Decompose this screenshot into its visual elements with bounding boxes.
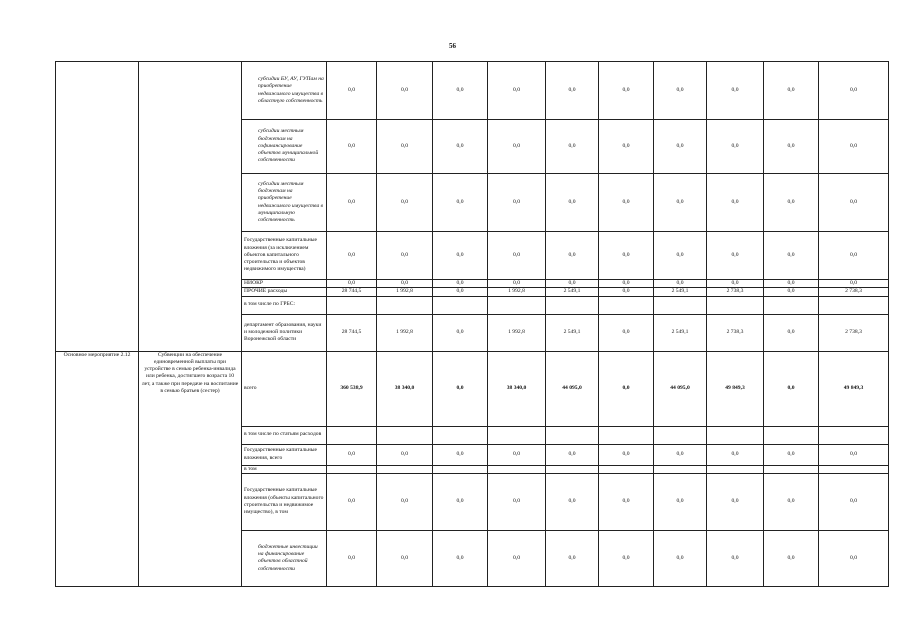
value-cell: 49 849,3 [707, 351, 764, 426]
value-cell: 0,0 [819, 444, 889, 465]
value-cell [654, 465, 707, 473]
value-cell: 0,0 [707, 473, 764, 530]
value-cell: 0,0 [488, 530, 546, 586]
value-cell: 2 549,1 [546, 288, 599, 296]
value-cell: 2 549,1 [654, 288, 707, 296]
value-cell: 0,0 [433, 120, 488, 174]
value-cell: 0,0 [433, 351, 488, 426]
value-cell: 0,0 [433, 232, 488, 280]
value-cell [654, 426, 707, 444]
value-cell: 0,0 [377, 280, 433, 288]
value-cell: 0,0 [599, 530, 654, 586]
value-cell: 0,0 [599, 351, 654, 426]
value-cell: 2 738,3 [707, 288, 764, 296]
value-cell: 0,0 [327, 174, 377, 232]
value-cell [488, 296, 546, 314]
value-cell: 0,0 [488, 174, 546, 232]
value-cell [707, 296, 764, 314]
value-cell: 0,0 [654, 473, 707, 530]
value-cell: 0,0 [707, 280, 764, 288]
value-cell: 0,0 [654, 280, 707, 288]
expense-label: Государственные капитальные вложения (за исключением объектов капитального строительства и объектов недвижимого имущества) [242, 232, 327, 280]
value-cell: 0,0 [764, 351, 819, 426]
value-cell [546, 465, 599, 473]
value-cell: 0,0 [546, 473, 599, 530]
value-cell: 0,0 [488, 120, 546, 174]
value-cell: 0,0 [707, 232, 764, 280]
value-cell: 0,0 [327, 444, 377, 465]
value-cell: 0,0 [377, 174, 433, 232]
value-cell [377, 296, 433, 314]
value-cell: 0,0 [546, 174, 599, 232]
value-cell: 0,0 [433, 174, 488, 232]
value-cell: 0,0 [599, 473, 654, 530]
value-cell: 38 340,0 [377, 351, 433, 426]
expense-label: субсидии местным бюджетам на приобретение недвижимого имущества в муниципальную собственность [242, 174, 327, 232]
value-cell: 0,0 [764, 232, 819, 280]
value-cell: 0,0 [488, 62, 546, 120]
value-cell: 0,0 [707, 120, 764, 174]
value-cell [599, 296, 654, 314]
value-cell: 0,0 [654, 530, 707, 586]
value-cell: 0,0 [819, 120, 889, 174]
value-cell: 0,0 [599, 280, 654, 288]
value-cell: 0,0 [433, 280, 488, 288]
value-cell: 2 549,1 [546, 314, 599, 351]
value-cell: 0,0 [599, 174, 654, 232]
value-cell: 0,0 [654, 120, 707, 174]
expense-label: НИОКР [242, 280, 327, 288]
table-row [56, 62, 889, 120]
value-cell [377, 426, 433, 444]
value-cell [764, 465, 819, 473]
value-cell: 0,0 [377, 530, 433, 586]
value-cell: 0,0 [433, 444, 488, 465]
value-cell [433, 426, 488, 444]
value-cell: 0,0 [764, 530, 819, 586]
value-cell: 44 095,0 [654, 351, 707, 426]
activity-name-cell [139, 62, 242, 352]
value-cell: 0,0 [377, 444, 433, 465]
value-cell [488, 465, 546, 473]
value-cell: 0,0 [707, 62, 764, 120]
value-cell: 38 340,0 [488, 351, 546, 426]
value-cell [327, 426, 377, 444]
value-cell [599, 465, 654, 473]
value-cell [707, 465, 764, 473]
value-cell: 0,0 [819, 473, 889, 530]
value-cell: 0,0 [327, 232, 377, 280]
value-cell: 0,0 [546, 120, 599, 174]
value-cell: 0,0 [764, 444, 819, 465]
value-cell: 0,0 [546, 280, 599, 288]
value-cell: 0,0 [764, 174, 819, 232]
value-cell: 0,0 [654, 174, 707, 232]
value-cell: 2 738,3 [819, 314, 889, 351]
value-cell: 44 095,0 [546, 351, 599, 426]
page-number: 56 [449, 42, 456, 50]
expense-label: субсидии БУ, АУ, ГУПам на приобретение недвижимого имущества в областную собственность [242, 62, 327, 120]
value-cell: 0,0 [327, 62, 377, 120]
value-cell [819, 296, 889, 314]
value-cell [707, 426, 764, 444]
value-cell: 0,0 [433, 530, 488, 586]
value-cell: 1 992,8 [377, 314, 433, 351]
value-cell [764, 426, 819, 444]
activity-code-cell: Основное мероприятие 2.12 [56, 351, 139, 586]
activity-code-cell [56, 62, 139, 352]
value-cell: 0,0 [654, 232, 707, 280]
table-row [56, 351, 889, 426]
value-cell: 1 992,8 [488, 288, 546, 296]
value-cell: 0,0 [546, 444, 599, 465]
value-cell [433, 465, 488, 473]
value-cell [819, 465, 889, 473]
value-cell: 2 738,3 [707, 314, 764, 351]
expense-label: ПРОЧИЕ расходы [242, 288, 327, 296]
value-cell: 0,0 [764, 120, 819, 174]
value-cell [433, 296, 488, 314]
value-cell: 1 992,8 [377, 288, 433, 296]
value-cell: 0,0 [819, 530, 889, 586]
value-cell: 0,0 [599, 62, 654, 120]
value-cell: 0,0 [327, 473, 377, 530]
value-cell: 0,0 [599, 288, 654, 296]
activity-name-cell: Субвенции на обеспечение единовременной выплаты при устройстве в семью ребенка-инвалида или ребенка, достигшего возраста 10 лет, а также при передаче на воспитание в семью братьев (сестер) [139, 351, 242, 586]
value-cell: 0,0 [764, 473, 819, 530]
value-cell: 0,0 [707, 530, 764, 586]
expense-label: Государственные капитальные вложения, всего [242, 444, 327, 465]
value-cell: 360 538,9 [327, 351, 377, 426]
value-cell [654, 296, 707, 314]
value-cell: 0,0 [488, 232, 546, 280]
value-cell: 0,0 [377, 473, 433, 530]
value-cell [546, 296, 599, 314]
value-cell: 49 849,3 [819, 351, 889, 426]
value-cell: 0,0 [764, 280, 819, 288]
value-cell: 0,0 [377, 62, 433, 120]
value-cell: 0,0 [327, 280, 377, 288]
value-cell: 0,0 [599, 232, 654, 280]
value-cell [327, 296, 377, 314]
value-cell: 0,0 [764, 62, 819, 120]
value-cell: 0,0 [599, 314, 654, 351]
value-cell: 0,0 [327, 530, 377, 586]
value-cell [546, 426, 599, 444]
expense-label: в том числе по ГРБС: [242, 296, 327, 314]
value-cell [377, 465, 433, 473]
value-cell: 0,0 [546, 62, 599, 120]
value-cell: 0,0 [433, 314, 488, 351]
value-cell: 0,0 [546, 232, 599, 280]
budget-table [55, 61, 889, 587]
expense-label: в том [242, 465, 327, 473]
value-cell [764, 296, 819, 314]
value-cell [819, 426, 889, 444]
value-cell: 0,0 [599, 120, 654, 174]
value-cell: 0,0 [707, 444, 764, 465]
expense-label: всего [242, 351, 327, 426]
expense-label: Государственные капитальные вложения (объекты капитального строительства и недвижимое имущество), в том [242, 473, 327, 530]
expense-label: в том числе по статьям расходов [242, 426, 327, 444]
value-cell: 0,0 [819, 62, 889, 120]
expense-label: субсидии местным бюджетам на софинансирование объектов муниципальной собственности [242, 120, 327, 174]
value-cell: 0,0 [488, 280, 546, 288]
value-cell: 28 744,5 [327, 314, 377, 351]
value-cell: 0,0 [599, 444, 654, 465]
value-cell: 0,0 [819, 232, 889, 280]
value-cell: 0,0 [377, 120, 433, 174]
expense-label: бюджетные инвестиции на финансирование объектов областной собственности [242, 530, 327, 586]
value-cell: 28 744,5 [327, 288, 377, 296]
value-cell [599, 426, 654, 444]
value-cell: 0,0 [433, 62, 488, 120]
value-cell: 0,0 [819, 174, 889, 232]
value-cell: 0,0 [433, 473, 488, 530]
value-cell: 0,0 [707, 174, 764, 232]
value-cell: 0,0 [764, 314, 819, 351]
value-cell: 0,0 [819, 280, 889, 288]
value-cell: 0,0 [488, 444, 546, 465]
value-cell: 0,0 [654, 62, 707, 120]
value-cell: 0,0 [654, 444, 707, 465]
value-cell [488, 426, 546, 444]
value-cell: 1 992,8 [488, 314, 546, 351]
value-cell: 0,0 [488, 473, 546, 530]
value-cell [327, 465, 377, 473]
expense-label: департамент образования, науки и молодежной политики Воронежской области [242, 314, 327, 351]
value-cell: 0,0 [546, 530, 599, 586]
value-cell: 0,0 [327, 120, 377, 174]
value-cell: 2 549,1 [654, 314, 707, 351]
value-cell: 0,0 [433, 288, 488, 296]
value-cell: 0,0 [764, 288, 819, 296]
value-cell: 0,0 [377, 232, 433, 280]
value-cell: 2 738,3 [819, 288, 889, 296]
